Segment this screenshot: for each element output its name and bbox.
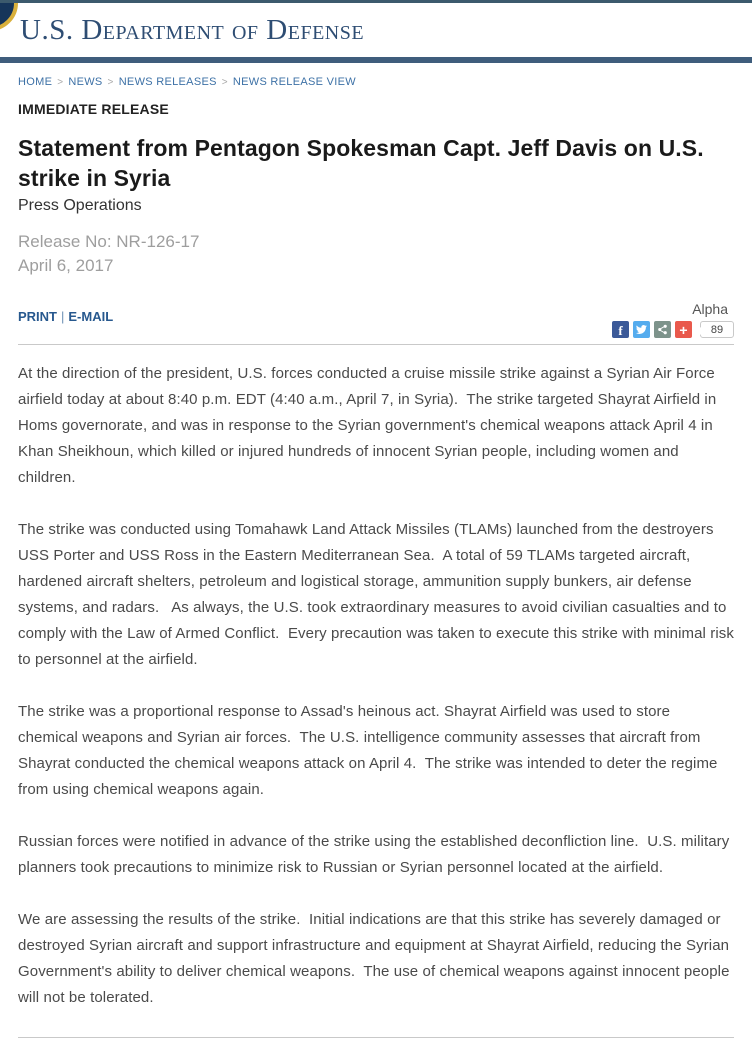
twitter-bird-icon	[636, 324, 647, 335]
article-paragraph: We are assessing the results of the strike. Initial indications are that this strike has severely damaged or destroyed Syrian aircraft and support infrastructure and equipment at Shayrat Airfield, reducing the Syrian Government's ability to deliver chemical weapons. The use of chemical weapons against innocent people will not be tolerated.	[18, 911, 734, 1006]
breadcrumb-news[interactable]: NEWS	[68, 76, 103, 88]
article-paragraph: At the direction of the president, U.S. forces conducted a cruise missile strike against a Syrian Air Force airfield today at about 8:40 p.m. EDT (4:40 a.m., April 7, in Syria). The strike targeted Shayrat Airfield in Homs governorate, and was in response to the Syrian government's chemical weapons attack April 4 in Khan Sheikhoun, which killed or injured hundreds of innocent Syrian people, including women and children.	[18, 365, 721, 486]
print-link[interactable]: PRINT	[18, 309, 57, 324]
action-share-row	[18, 301, 734, 338]
breadcrumb-separator: >	[221, 77, 228, 88]
share-block	[608, 301, 734, 338]
sharethis-icon[interactable]	[654, 321, 671, 338]
article-paragraph: The strike was conducted using Tomahawk Land Attack Missiles (TLAMs) launched from the destroyers USS Porter and USS Ross in the Eastern Mediterranean Sea. A total of 59 TLAMs targeted aircraft, hardened aircraft shelters, petroleum and logistical storage, ammunition supply bunkers, air defense systems, and radars. As always, the U.S. took extraordinary measures to avoid civilian casualties and to comply with the Law of Armed Conflict. Every precaution was taken to execute this strike with minimal risk to personnel at the airfield.	[18, 521, 739, 668]
alpha-label: Alpha	[692, 301, 728, 317]
document-actions	[18, 309, 113, 338]
release-number: Release No: NR-126-17	[18, 231, 200, 251]
bottom-article-divider	[18, 1037, 734, 1038]
release-type-label: IMMEDIATE RELEASE	[18, 101, 169, 117]
facebook-icon[interactable]: f	[612, 321, 629, 338]
press-operations-subtitle: Press Operations	[18, 196, 142, 214]
breadcrumb-news-releases[interactable]: NEWS RELEASES	[118, 76, 217, 88]
plus-share-icon[interactable]: +	[675, 321, 692, 338]
action-separator: |	[61, 309, 65, 324]
share-icons	[608, 321, 734, 338]
article-paragraph: The strike was a proportional response to Assad's heinous act. Shayrat Airfield was used to store chemical weapons and Syrian air forces. The U.S. intelligence community assesses that aircraft from Shayrat conducted the chemical weapons attack on April 4. The strike was intended to deter the regime from using chemical weapons again.	[18, 703, 722, 798]
share-nodes-icon	[657, 324, 668, 335]
breadcrumb-separator: >	[57, 77, 64, 88]
article-paragraph: Russian forces were notified in advance of the strike using the established deconfliction line. U.S. military planners took precautions to minimize risk to Russian or Syrian personnel located at the airfield.	[18, 833, 734, 876]
breadcrumb	[18, 76, 734, 88]
page-content	[0, 76, 752, 1038]
site-title: U.S. Department of Defense	[20, 14, 365, 46]
breadcrumb-news-release-view[interactable]: NEWS RELEASE VIEW	[232, 76, 356, 88]
share-count-badge: 89	[700, 321, 734, 338]
site-header	[0, 3, 752, 57]
release-meta	[18, 230, 734, 279]
page-title: Statement from Pentagon Spokesman Capt. Jeff Davis on U.S. strike in Syria	[18, 135, 704, 192]
breadcrumb-separator: >	[107, 77, 114, 88]
article-body	[18, 345, 739, 1011]
release-date: April 6, 2017	[18, 256, 114, 276]
twitter-icon[interactable]	[633, 321, 650, 338]
email-link[interactable]: E-MAIL	[68, 309, 114, 324]
breadcrumb-home[interactable]: HOME	[18, 76, 53, 88]
header-divider-bar	[0, 57, 752, 63]
